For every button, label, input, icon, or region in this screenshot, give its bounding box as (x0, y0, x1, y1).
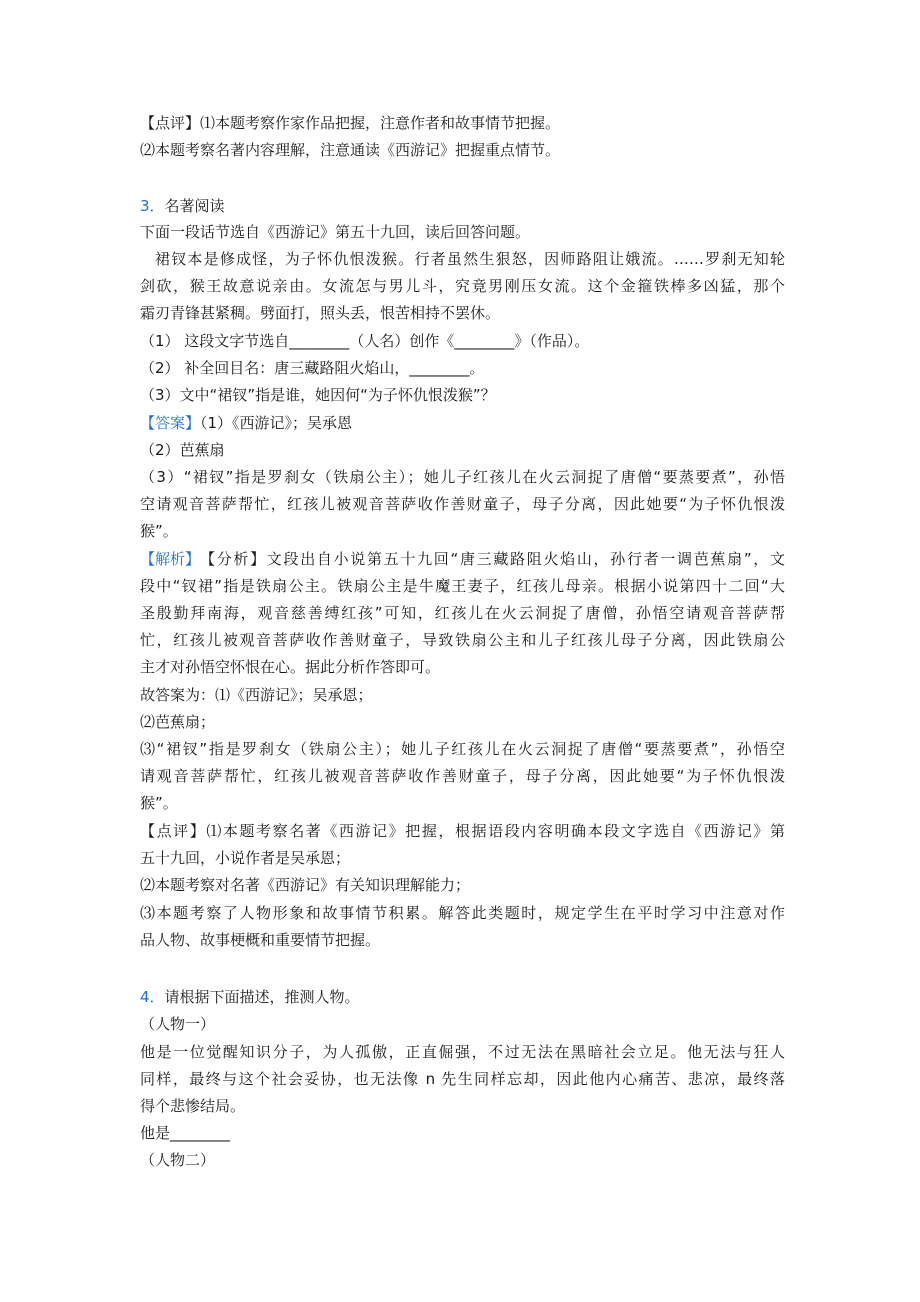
analysis-line-5: 主才对孙悟空怀恨在心。据此分析作答即可。 (140, 658, 441, 676)
comment-3-line-3: ⑵本题考察对名著《西游记》有关知识理解能力； (140, 876, 471, 894)
final-answer-line-3: ⑶“裙钗”指是罗刹女（铁扇公主）；她儿子红孩儿在火云洞捉了唐僧“要蒸要煮”，孙悟空 (140, 740, 785, 758)
person-1-line-3: 得个悲惨结局。 (140, 1097, 246, 1115)
person-1-line-1: 他是一位觉醒知识分子，为人孤傲，正直倔强，不过无法在黑暗社会立足。他无法与狂人 (140, 1043, 785, 1061)
comment-3-line-4: ⑶本题考察了人物形象和故事情节积累。解答此类题时，规定学生在平时学习中注意对作 (140, 904, 785, 922)
question-3-intro: 下面一段话节选自《西游记》第五十九回，读后回答问题。 (140, 223, 531, 241)
sub-question-3: （3）文中“裙钗”指是谁，她因何“为子怀仇恨泼猴”？ (140, 386, 496, 404)
comment-3-line-2: 五十九回，小说作者是吴承恩； (140, 849, 351, 867)
answer-3-line-2: 空请观音菩萨帮忙，红孩儿被观音菩萨收作善财童子，母子分离，因此她要“为子怀仇恨泼 (140, 495, 785, 513)
comment-line-1: 【点评】⑴本题考察作家作品把握，注意作者和故事情节把握。 (140, 114, 561, 132)
question-4-title: 请根据下面描述，推测人物。 (164, 988, 360, 1006)
question-3-heading (140, 195, 785, 217)
final-answer-line-1: 故答案为：⑴《西游记》；吴承恩； (140, 686, 373, 704)
comment-line-2: ⑵本题考察名著内容理解，注意通读《西游记》把握重点情节。 (140, 141, 561, 159)
final-answer-line-5: 猴”。 (140, 794, 178, 812)
analysis-tag: 【解析】 (140, 550, 201, 568)
answer-1: （1）《西游记》；吴承恩 (200, 414, 353, 432)
sub-question-1: （1） 这段文字节选自________（人名）创作《________》（作品）。 (140, 332, 590, 350)
person-2-label: （人物二） (140, 1151, 216, 1169)
answer-2: （2）芭蕉扇 (140, 441, 225, 459)
analysis-line-4: 忙，红孩儿被观音菩萨收作善财童子，导致铁扇公主和儿子红孩儿母子分离，因此铁扇公 (140, 631, 785, 649)
person-1-blank: 他是________ (140, 1124, 231, 1142)
comment-3-line-1: 【点评】⑴本题考察名著《西游记》把握，根据语段内容明确本段文字选自《西游记》第 (140, 822, 785, 840)
person-1-label: （人物一） (140, 1015, 216, 1033)
analysis-line-3: 圣殷勤拜南海，观音慈善缚红孩”可知，红孩儿在火云洞捉了唐僧，孙悟空请观音菩萨帮 (140, 604, 785, 622)
analysis-first: 【分析】文段出自小说第五十九回“唐三藏路阻火焰山，孙行者一调芭蕉扇”，文 (200, 550, 785, 568)
question-3-number: 3． (140, 197, 165, 215)
comment-3-line-5: 品人物、故事梗概和重要情节把握。 (140, 931, 381, 949)
analysis-line-1 (140, 548, 785, 570)
passage-line-3: 霜刃青锋甚紧稠。劈面打，照头丢，恨苦相持不罢休。 (140, 304, 501, 322)
answer-tag: 【答案】 (140, 414, 201, 432)
final-answer-line-4: 请观音菩萨帮忙，红孩儿被观音菩萨收作善财童子，母子分离，因此她要“为子怀仇恨泼 (140, 767, 785, 785)
passage-line-1: 裙钗本是修成怪，为子怀仇恨泼猴。行者虽然生狠怒，因师路阻让娥流。……罗刹无知轮 (155, 250, 785, 268)
question-4-number: 4． (140, 988, 165, 1006)
sub-question-2: （2） 补全回目名：唐三藏路阻火焰山，________。 (140, 359, 485, 377)
question-4-heading (140, 986, 785, 1008)
question-3-title: 名著阅读 (164, 197, 225, 215)
person-1-line-2: 同样，最终与这个社会妥协，也无法像 n 先生同样忘却，因此他内心痛苦、悲凉，最终落 (140, 1070, 785, 1088)
answer-3-line-3: 猴”。 (140, 522, 178, 540)
answer-line-1 (140, 412, 785, 434)
answer-3-line-1: （3）“裙钗”指是罗刹女（铁扇公主）；她儿子红孩儿在火云洞捉了唐僧“要蒸要煮”，孙悟 (140, 468, 785, 486)
passage-line-2: 剑砍，猴王故意说亲由。女流怎与男儿斗，究竟男刚压女流。这个金箍铁棒多凶猛，那个 (140, 277, 785, 295)
analysis-line-2: 段中“钗裙”指是铁扇公主。铁扇公主是牛魔王妻子，红孩儿母亲。根据小说第四十二回“大 (140, 577, 785, 595)
final-answer-line-2: ⑵芭蕉扇； (140, 713, 216, 731)
